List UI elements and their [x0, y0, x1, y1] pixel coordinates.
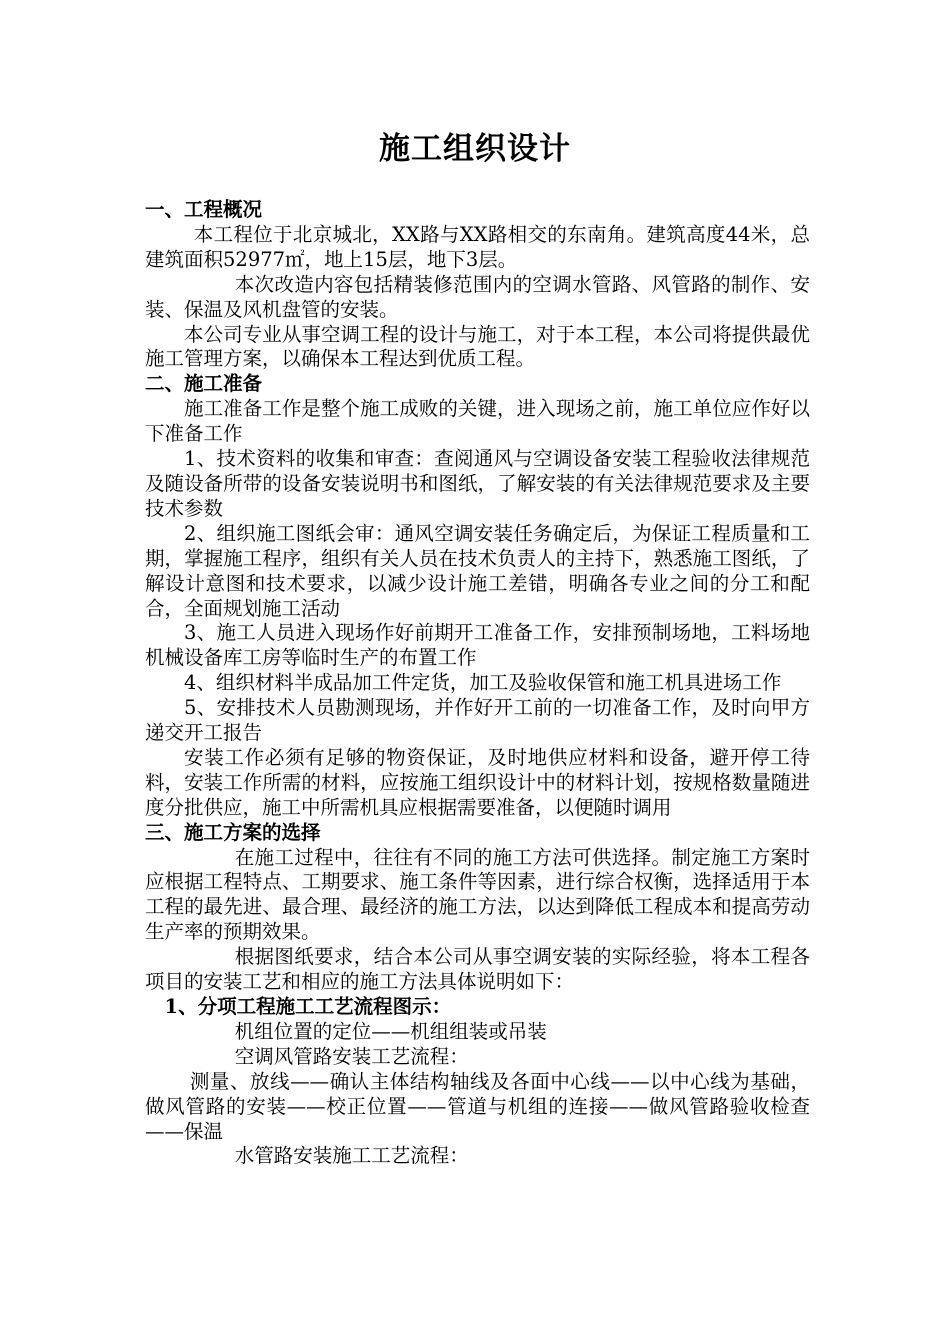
- process-heading: 空调风管路安装工艺流程：: [234, 1044, 469, 1068]
- list-item: 5、安排技术人员勘测现场，并作好开工前的一切准备工作，及时向甲方递交开工报告: [145, 696, 810, 745]
- section-heading-overview: 一、工程概况: [145, 198, 263, 221]
- list-item: 2、组织施工图纸会审：通风空调安装任务确定后，为保证工程质量和工期，掌握施工程序，组织有关人员在技术负责人的主持下，熟悉施工图纸，了解设计意图和技术要求，以减少设计施工差错，明确各专业之间的分工和配合，全面规划施工活动: [145, 521, 810, 620]
- paragraph: 在施工过程中，往往有不同的施工方法可供选择。制定施工方案时应根据工程特点、工期要求、施工条件等因素，进行综合权衡，选择适用于本工程的最先进、最合理、最经济的施工方法，以达到降低工程成本和提高劳动生产率的预期效果。: [145, 845, 810, 944]
- paragraph: 本次改造内容包括精装修范围内的空调水管路、风管路的制作、安装、保温及风机盘管的安装。: [145, 272, 810, 321]
- section-heading-scheme: 三、施工方案的选择: [145, 820, 321, 844]
- document-title: 施工组织设计: [379, 131, 571, 167]
- paragraph: 本工程位于北京城北，XX路与XX路相交的东南角。建筑高度44米，总建筑面积52977㎡，地上15层，地下3层。: [145, 222, 810, 271]
- list-item: 3、施工人员进入现场作好前期开工准备工作，安排预制场地，工料场地机械设备库工房等临时生产的布置工作: [145, 621, 810, 670]
- document-body: [145, 198, 810, 1169]
- process-heading: 水管路安装施工工艺流程：: [234, 1144, 469, 1168]
- process-line: 机组位置的定位——机组组装或吊装: [234, 1019, 547, 1043]
- paragraph: 施工准备工作是整个施工成败的关键，进入现场之前，施工单位应作好以下准备工作: [145, 397, 810, 446]
- process-line: 测量、放线——确认主体结构轴线及各面中心线——以中心线为基础，做风管路的安装——校正位置——管道与机组的连接——做风管路验收检查——保温: [145, 1069, 810, 1143]
- subsection-heading: 1、分项工程施工工艺流程图示：: [164, 995, 452, 1018]
- section-heading-preparation: 二、施工准备: [145, 372, 263, 396]
- paragraph: 本公司专业从事空调工程的设计与施工，对于本工程，本公司将提供最优施工管理方案，以确保本工程达到优质工程。: [145, 322, 810, 371]
- paragraph: 安装工作必须有足够的物资保证，及时地供应材料和设备，避开停工待料，安装工作所需的材料，应按施工组织设计中的材料计划，按规格数量随进度分批供应，施工中所需机具应根据需要准备，以便随时调用: [145, 745, 810, 819]
- list-item: 1、技术资料的收集和审查：查阅通风与空调设备安装工程验收法律规范及随设备所带的设备安装说明书和图纸，了解安装的有关法律规范要求及主要技术参数: [145, 447, 810, 520]
- paragraph: 根据图纸要求，结合本公司从事空调安装的实际经验，将本工程各项目的安装工艺和相应的施工方法具体说明如下：: [145, 945, 810, 994]
- list-item: 4、组织材料半成品加工件定货，加工及验收保管和施工机具进场工作: [184, 671, 782, 695]
